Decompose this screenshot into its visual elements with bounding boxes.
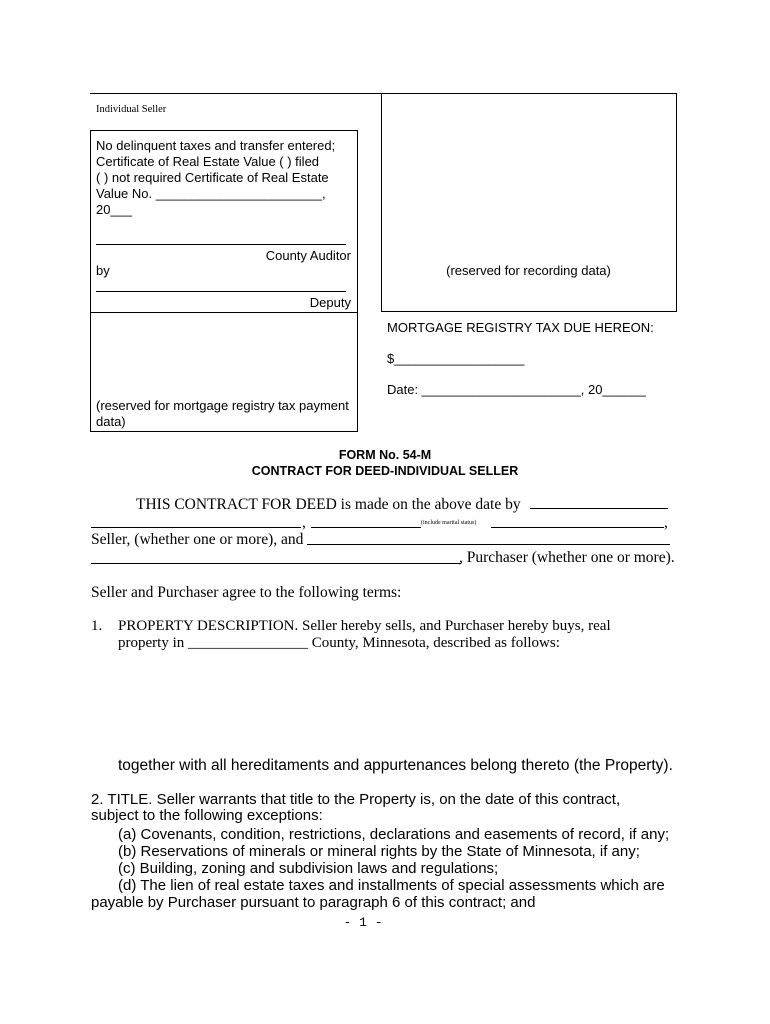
comma-2: , [664, 514, 668, 531]
mortgage-payment-reserved-text: (reserved for mortgage registry tax payment data) [96, 398, 349, 429]
mortgage-tax-date: Date: ______________________, 20______ [387, 382, 646, 397]
comma-1: , [302, 514, 306, 531]
together-line: together with all hereditaments and appurtenances belong thereto (the Property). [118, 757, 673, 774]
intro-text: THIS CONTRACT FOR DEED is made on the above date by [136, 496, 521, 513]
header-top-rule [90, 93, 677, 94]
mortgage-tax-amount: $__________________ [387, 351, 525, 366]
marital-status-blank-right[interactable] [491, 527, 664, 528]
header-right-edge [676, 93, 677, 312]
section-1-line-2: property in ________________ County, Minnesota, described as follows: [118, 635, 560, 651]
recording-reserved-text: (reserved for recording data) [446, 263, 611, 278]
item-a: (a) Covenants, condition, restrictions, declarations and easements of record, if any; [118, 826, 670, 843]
auditor-signature-line [96, 244, 346, 245]
seller-name-blank-2[interactable] [91, 527, 301, 528]
auditor-line-5: 20___ [96, 202, 133, 217]
purchaser-name-blank[interactable] [307, 544, 670, 545]
seller-name-blank[interactable] [530, 496, 668, 509]
page-number: - 1 - [343, 915, 383, 930]
auditor-line-4: Value No. _______________________, [96, 186, 326, 201]
by-label: by [96, 263, 110, 278]
section-1-number: 1. [91, 618, 103, 634]
individual-seller-label: Individual Seller [96, 104, 167, 115]
deputy-label: Deputy [309, 295, 351, 310]
section-2-line-2: subject to the following exceptions: [91, 807, 323, 824]
section-1-line-1: PROPERTY DESCRIPTION. Seller hereby sells, and Purchaser hereby buys, real [118, 618, 611, 634]
seller-line [91, 530, 303, 549]
purchaser-name-blank-2[interactable] [91, 563, 461, 564]
county-auditor-label: County Auditor [265, 248, 351, 263]
header-center-divider [381, 93, 382, 312]
auditor-line-1: No delinquent taxes and transfer entered; [96, 138, 336, 153]
purchaser-line: , Purchaser (whether one or more). [459, 549, 675, 566]
item-c: (c) Building, zoning and subdivision laws and regulations; [118, 860, 499, 877]
marital-status-blank-left[interactable] [311, 527, 421, 528]
deputy-signature-line [96, 291, 346, 292]
form-number: FORM No. 54-M [338, 448, 432, 462]
item-b: (b) Reservations of minerals or mineral rights by the State of Minnesota, if any; [118, 843, 640, 860]
agree-line: Seller and Purchaser agree to the following terms: [91, 584, 402, 601]
form-title: CONTRACT FOR DEED-INDIVIDUAL SELLER [251, 464, 519, 478]
auditor-line-3: ( ) not required Certificate of Real Estate [96, 170, 329, 185]
mortgage-tax-title: MORTGAGE REGISTRY TAX DUE HEREON: [387, 320, 654, 335]
section-2-line-1: 2. TITLE. Seller warrants that title to the Property is, on the date of this contract, [91, 791, 621, 808]
marital-status-caption: (include marital status) [421, 520, 477, 526]
intro-line-1 [136, 495, 668, 514]
recording-box-bottom-rule [381, 311, 677, 312]
auditor-line-2: Certificate of Real Estate Value ( ) filed [96, 154, 320, 169]
item-d-line-2: payable by Purchaser pursuant to paragraph 6 of this contract; and [91, 894, 536, 911]
seller-text: Seller, (whether one or more), and [91, 531, 304, 548]
item-d-line-1: (d) The lien of real estate taxes and installments of special assessments which are [118, 877, 665, 894]
